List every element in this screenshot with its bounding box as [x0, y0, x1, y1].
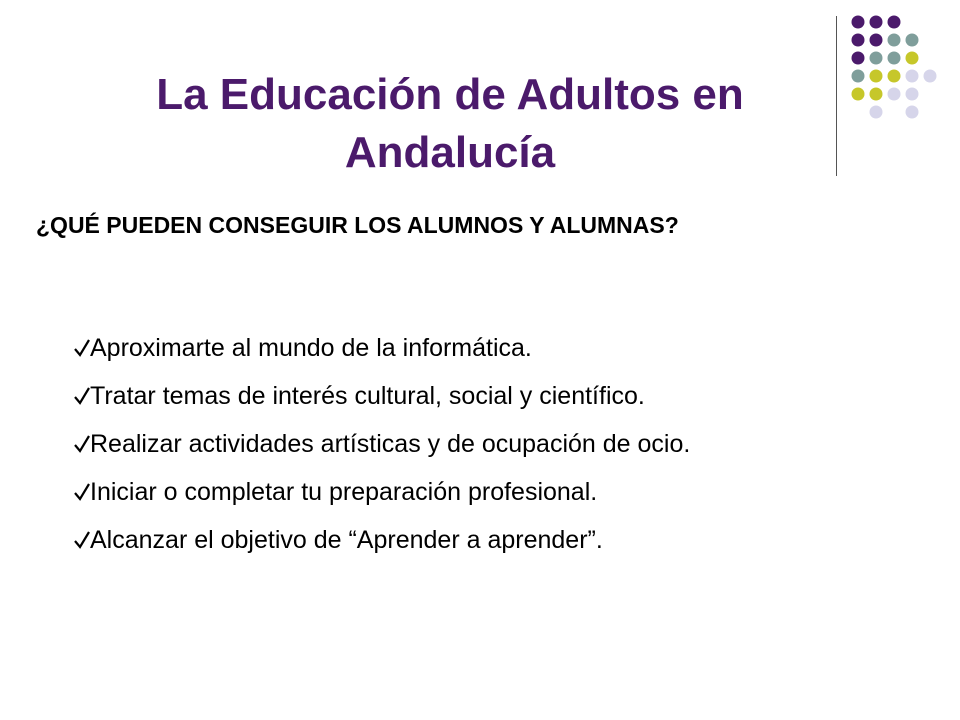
slide-title: La Educación de Adultos en Andalucía [156, 70, 744, 177]
decor-dot [870, 106, 883, 119]
bullet-text: Iniciar o completar tu preparación profesional. [90, 478, 598, 506]
decor-dot [888, 16, 901, 29]
bullet-text: Alcanzar el objetivo de “Aprender a aprender”. [90, 526, 603, 554]
checkmark-icon [74, 339, 90, 357]
decor-dot [852, 34, 865, 47]
decor-dot [888, 34, 901, 47]
decor-dot [906, 34, 919, 47]
slide-subtitle: ¿QUÉ PUEDEN CONSEGUIR LOS ALUMNOS Y ALUMNAS? [36, 212, 679, 238]
decor-dot [924, 70, 937, 83]
bullet-item [74, 374, 934, 422]
decor-dot [852, 88, 865, 101]
decor-dot [888, 52, 901, 65]
decor-dot [870, 88, 883, 101]
decor-dot [852, 70, 865, 83]
decor-dot [888, 88, 901, 101]
bullet-item [74, 518, 934, 566]
decor-dot [852, 16, 865, 29]
bullet-item [74, 422, 934, 470]
bullet-item [74, 470, 934, 518]
decor-dot [906, 106, 919, 119]
bullet-text: Tratar temas de interés cultural, social y científico. [90, 382, 645, 410]
decor-dot [906, 70, 919, 83]
decor-dot [906, 52, 919, 65]
bullet-text: Realizar actividades artísticas y de ocupación de ocio. [90, 430, 691, 458]
decorative-dot-grid [848, 12, 948, 162]
checkmark-icon [74, 387, 90, 405]
bullet-item [74, 326, 934, 374]
bullet-text: Aproximarte al mundo de la informática. [90, 334, 532, 362]
decor-dot [870, 70, 883, 83]
decor-dot [870, 16, 883, 29]
decor-dot [852, 52, 865, 65]
decor-dot [870, 34, 883, 47]
decor-dot [870, 52, 883, 65]
checkmark-icon [74, 531, 90, 549]
checkmark-icon [74, 483, 90, 501]
decor-dot [906, 88, 919, 101]
checkmark-icon [74, 435, 90, 453]
divider-line [836, 16, 837, 176]
bullet-list [74, 326, 934, 566]
decor-dot [888, 70, 901, 83]
